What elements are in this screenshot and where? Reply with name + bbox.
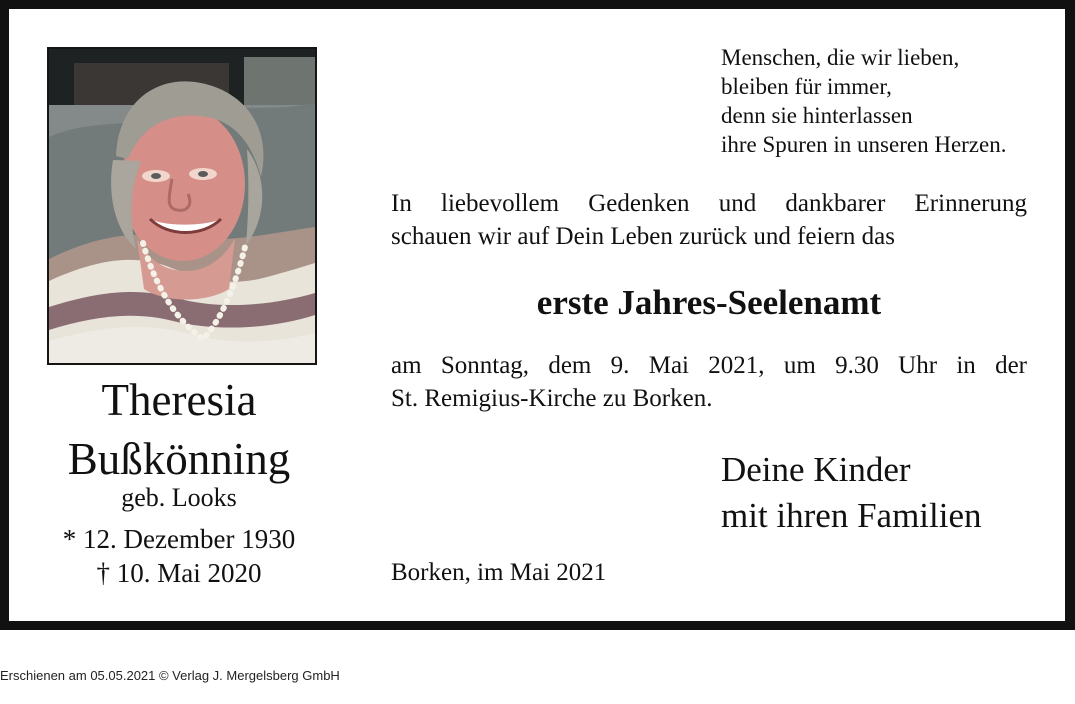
- remembrance-intro: [391, 187, 1027, 253]
- poem-line: bleiben für immer,: [721, 74, 892, 99]
- signature-line: Deine Kinder: [721, 450, 911, 489]
- service-line: am Sonntag, dem 9. Mai 2021, um 9.30 Uhr in der: [391, 352, 1027, 379]
- event-title: erste Jahres-Seelenamt: [536, 283, 882, 322]
- person-first-name: Theresia: [101, 375, 257, 425]
- death-notice-card: [9, 9, 1065, 621]
- poem-line: denn sie hinterlassen: [721, 103, 913, 128]
- family-signature: [721, 447, 1051, 539]
- publisher-footer: Erschienen am 05.05.2021 © Verlag J. Mergelsberg GmbH: [0, 668, 340, 683]
- signature-line: mit ihren Familien: [721, 496, 982, 535]
- portrait-image: [49, 49, 315, 363]
- poem-line: Menschen, die wir lieben,: [721, 45, 960, 70]
- service-line: St. Remigius-Kirche zu Borken.: [391, 385, 713, 412]
- maiden-name: geb. Looks: [121, 483, 237, 512]
- death-date: † 10. Mai 2020: [96, 558, 262, 588]
- person-last-name: Bußkönning: [67, 434, 291, 484]
- poem-line: ihre Spuren in unseren Herzen.: [721, 132, 1007, 157]
- memorial-poem: [721, 43, 1051, 159]
- birth-date: * 12. Dezember 1930: [62, 524, 296, 554]
- service-details: [391, 349, 1027, 415]
- intro-line: schauen wir auf Dein Leben zurück und feiern das: [391, 223, 895, 250]
- place-and-date: Borken, im Mai 2021: [391, 559, 607, 586]
- portrait-photo: [47, 47, 317, 365]
- intro-line: In liebevollem Gedenken und dankbarer Erinnerung: [391, 190, 1027, 217]
